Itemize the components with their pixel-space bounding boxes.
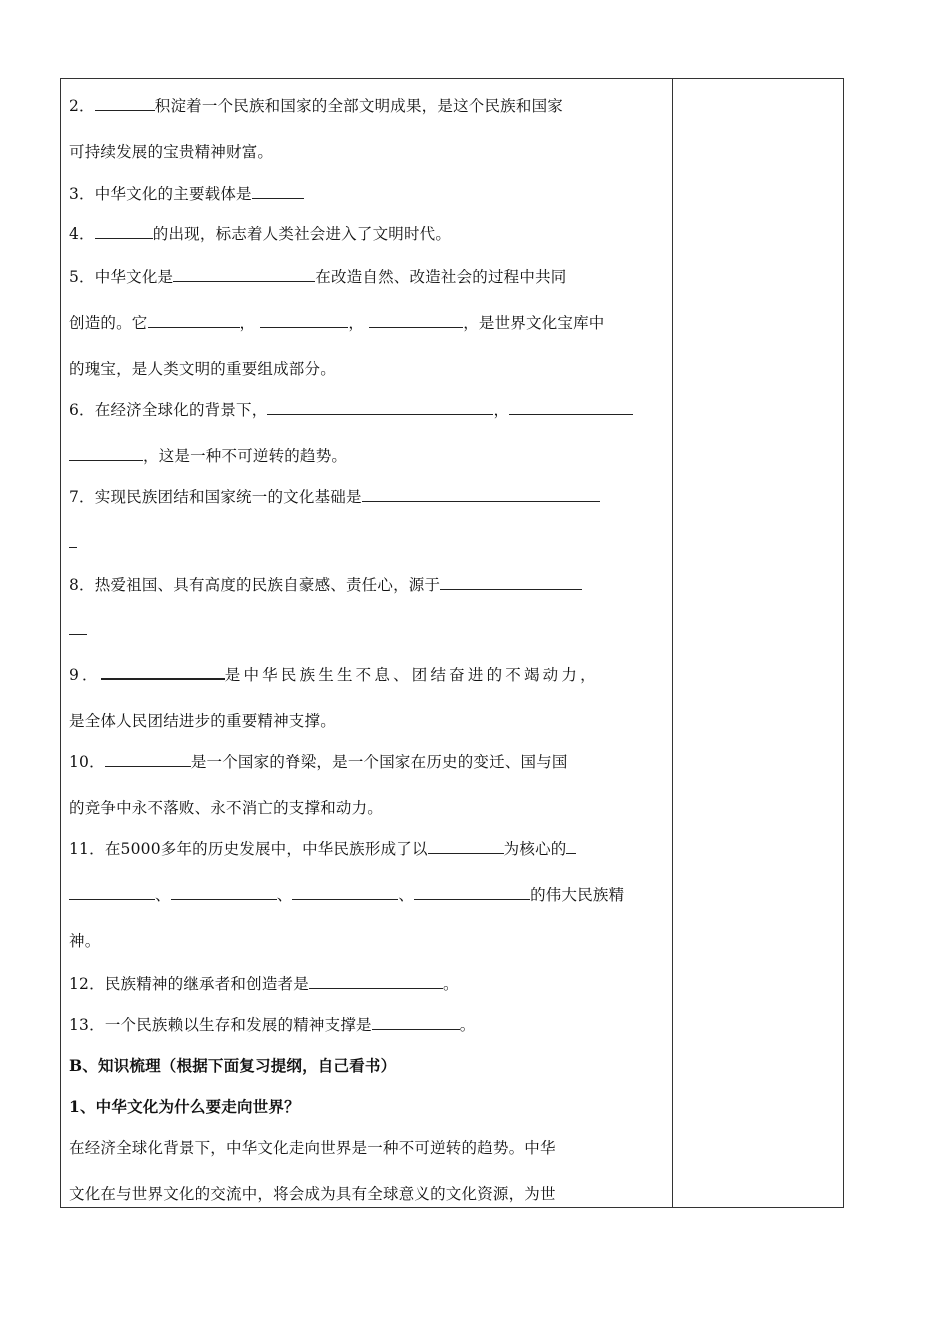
blank[interactable] <box>69 446 143 461</box>
question-4-number: 4． <box>69 225 95 243</box>
blank[interactable] <box>101 664 225 680</box>
blank[interactable] <box>309 974 443 989</box>
question-5-text-c: 的瑰宝，是人类文明的重要组成部分。 <box>69 360 336 378</box>
blank[interactable] <box>372 1015 460 1030</box>
question-7-line-1 <box>69 486 600 508</box>
question-10-line-1 <box>69 751 568 773</box>
question-5-text: 5．中华文化是 <box>69 268 174 286</box>
period: 。 <box>459 1016 476 1034</box>
blank[interactable] <box>95 224 153 239</box>
paragraph-line-1: 在经济全球化背景下，中华文化走向世界是一种不可逆转的趋势。中华 <box>69 1139 556 1157</box>
question-6-line-1 <box>69 399 633 421</box>
blank[interactable] <box>362 487 600 502</box>
blank[interactable] <box>369 313 463 328</box>
blank[interactable] <box>69 620 87 635</box>
blank[interactable] <box>173 267 315 282</box>
question-12-text: 12．民族精神的继承者和创造者是 <box>69 975 309 993</box>
question-11-text-b2: 的伟大民族精 <box>530 886 625 904</box>
comma: ， <box>493 401 510 419</box>
question-5-line-3 <box>69 358 336 380</box>
question-13 <box>69 1014 475 1036</box>
section-b-heading: B、知识梳理（根据下面复习提纲，自己看书） <box>69 1056 397 1075</box>
blank[interactable] <box>509 400 633 415</box>
question-6-text-b: ，这是一种不可逆转的趋势。 <box>143 447 348 465</box>
question-4 <box>69 223 451 245</box>
question-11-text-a2: 为核心的 <box>503 840 567 858</box>
question-10-line-2 <box>69 797 383 819</box>
blank[interactable] <box>267 400 493 415</box>
table-frame <box>60 78 844 1208</box>
blank[interactable] <box>105 752 191 767</box>
question-5-text-b2: ，是世界文化宝库中 <box>463 314 605 332</box>
blank[interactable] <box>252 184 304 199</box>
question-11-line-1 <box>69 838 576 860</box>
blank[interactable] <box>95 96 155 111</box>
question-2-line-1 <box>69 95 563 117</box>
subsection-1-heading: 1、中华文化为什么要走向世界？ <box>69 1097 300 1116</box>
blank[interactable] <box>260 313 348 328</box>
blank[interactable] <box>292 885 398 900</box>
question-10-text-b: 的竞争中永不落败、永不消亡的支撑和动力。 <box>69 799 384 817</box>
question-2-text: 积淀着一个民族和国家的全部文明成果，是这个民族和国家 <box>154 97 563 115</box>
separator: 、 <box>398 886 415 904</box>
separator: 、 <box>276 886 293 904</box>
blank[interactable] <box>171 885 277 900</box>
comma: ， <box>239 314 256 332</box>
question-5-text-b: 创造的。它 <box>69 314 148 332</box>
question-2-text-cont: 可持续发展的宝贵精神财富。 <box>69 143 274 161</box>
column-divider <box>672 78 673 1208</box>
question-3-text: 3．中华文化的主要载体是 <box>69 185 252 203</box>
comma: ， <box>348 314 365 332</box>
paragraph-line-2: 文化在与世界文化的交流中，将会成为具有全球意义的文化资源，为世 <box>69 1185 556 1203</box>
question-11-text: 11．在5000多年的历史发展中，中华民族形成了以 <box>69 840 428 858</box>
question-5-line-1 <box>69 266 566 288</box>
question-13-text: 13．一个民族赖以生存和发展的精神支撑是 <box>69 1016 372 1034</box>
question-11-line-2 <box>69 884 624 906</box>
question-8-text: 8．热爱祖国、具有高度的民族自豪感、责任心，源于 <box>69 576 441 594</box>
blank[interactable] <box>69 885 155 900</box>
question-6-line-2 <box>69 445 347 467</box>
blank[interactable] <box>428 839 504 854</box>
question-3 <box>69 183 304 205</box>
question-8-line-1 <box>69 574 582 596</box>
question-5-line-2 <box>69 312 605 334</box>
question-10-text: 是一个国家的脊梁，是一个国家在历史的变迁、国与国 <box>190 753 568 771</box>
question-5-text-cont: 在改造自然、改造社会的过程中共同 <box>315 268 567 286</box>
question-11-line-3 <box>69 930 100 952</box>
question-7-text: 7．实现民族团结和国家统一的文化基础是 <box>69 488 362 506</box>
question-2-line-2 <box>69 141 273 163</box>
blank[interactable] <box>148 313 240 328</box>
question-6-text: 6．在经济全球化的背景下， <box>69 401 268 419</box>
blank[interactable] <box>566 839 576 854</box>
blank[interactable] <box>440 575 582 590</box>
question-9-number: 9． <box>69 666 101 684</box>
question-8-line-2 <box>69 619 87 641</box>
question-7-line-2 <box>69 532 77 554</box>
blank[interactable] <box>69 533 77 548</box>
question-9-line-1 <box>69 664 599 686</box>
question-9-text-b: 是全体人民团结进步的重要精神支撑。 <box>69 712 336 730</box>
question-2-number: 2． <box>69 97 95 115</box>
question-11-text-c: 神。 <box>69 932 101 950</box>
separator: 、 <box>155 886 171 904</box>
question-12 <box>69 973 459 995</box>
blank[interactable] <box>414 885 530 900</box>
question-9-line-2 <box>69 710 336 732</box>
question-9-text: 是中华民族生生不息、团结奋进的不竭动力， <box>224 666 599 684</box>
period: 。 <box>442 975 459 993</box>
question-10-number: 10． <box>69 753 105 771</box>
question-4-text: 的出现，标志着人类社会进入了文明时代。 <box>152 225 452 243</box>
